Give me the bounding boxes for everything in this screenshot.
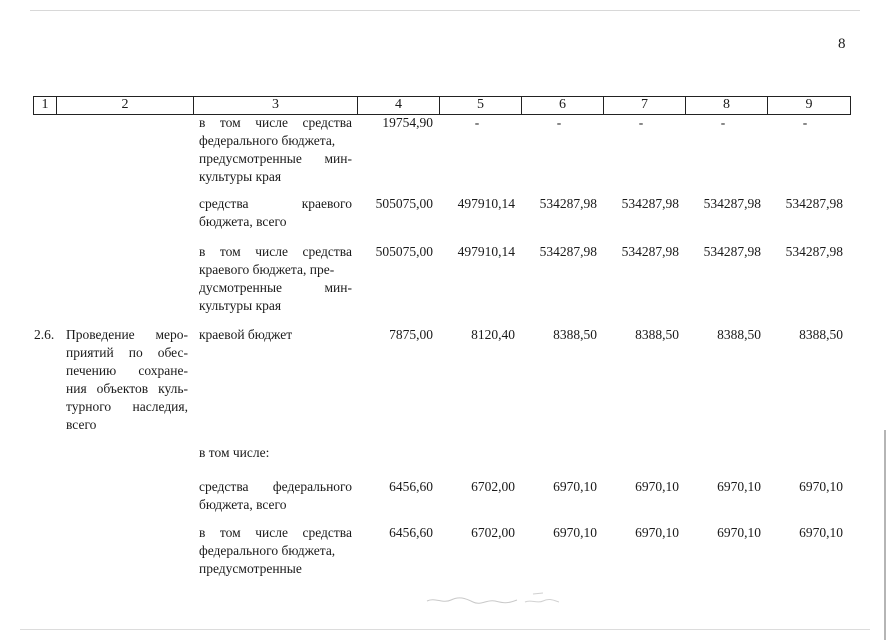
value-col-6: 8388,50	[553, 327, 597, 342]
value-col-7: 534287,98	[621, 196, 679, 211]
value-col-4: 6456,60	[389, 525, 433, 540]
column-header-9: 9	[805, 97, 813, 112]
column-header-4: 4	[358, 97, 440, 114]
value-col-9: 534287,98	[785, 196, 843, 211]
description-line: предусмотренные	[199, 561, 302, 576]
item-name-line: турного наследия,	[66, 399, 188, 414]
row-description	[199, 326, 352, 344]
description-line: средства краевого	[199, 196, 352, 211]
value-col-5: 6702,00	[471, 525, 515, 540]
value-col-7: 8388,50	[635, 327, 679, 342]
row-description	[199, 114, 352, 186]
row-description	[199, 478, 352, 514]
description-line: федерального бюджета,	[199, 543, 336, 558]
value-col-8: 6970,10	[717, 479, 761, 494]
column-header-3: 3	[194, 97, 358, 114]
value-col-6: 534287,98	[539, 196, 597, 211]
row-description	[199, 195, 352, 231]
description-line: в том числе средства	[199, 525, 352, 540]
row-description	[199, 444, 352, 462]
value-col-5: 6702,00	[471, 479, 515, 494]
scan-artifact-top-line	[30, 10, 860, 11]
value-col-4: 505075,00	[375, 196, 433, 211]
value-col-5: 497910,14	[457, 196, 515, 211]
description-line: бюджета, всего	[199, 214, 287, 229]
value-col-4: 505075,00	[375, 244, 433, 259]
item-name-line: Проведение меро-	[66, 327, 188, 342]
description-line: краевой бюджет	[199, 327, 293, 342]
column-header-2: 2	[57, 97, 194, 114]
value-col-8: 534287,98	[703, 196, 761, 211]
item-name	[66, 326, 188, 434]
scan-artifact-bottom-line	[20, 629, 870, 630]
page-number: 8	[838, 36, 846, 52]
description-line: культуры края	[199, 169, 282, 184]
item-name-line: ния объектов куль-	[66, 381, 188, 396]
value-col-8: 8388,50	[717, 327, 761, 342]
row-description	[199, 524, 352, 578]
value-col-7: 6970,10	[635, 479, 679, 494]
item-number: 2.6.	[34, 327, 55, 342]
scan-artifact-right-edge	[884, 430, 886, 640]
value-col-9: 6970,10	[799, 525, 843, 540]
item-name-line: всего	[66, 417, 97, 432]
column-header-1: 1	[34, 97, 57, 114]
description-line: средства федерального	[199, 479, 352, 494]
description-line: дусмотренные мин-	[199, 280, 352, 295]
description-line: в том числе средства	[199, 115, 352, 130]
value-col-5: -	[474, 115, 480, 130]
value-col-5: 497910,14	[457, 244, 515, 259]
column-header-8: 8	[686, 97, 768, 114]
description-line: предусмотренные мин-	[199, 151, 352, 166]
value-col-9: -	[802, 115, 808, 130]
value-col-7: -	[638, 115, 644, 130]
value-col-9: 6970,10	[799, 479, 843, 494]
value-col-4: 19754,90	[382, 115, 433, 130]
value-col-8: 6970,10	[717, 525, 761, 540]
value-col-4: 6456,60	[389, 479, 433, 494]
description-line: в том числе средства	[199, 244, 352, 259]
value-col-6: 6970,10	[553, 525, 597, 540]
description-line: в том числе:	[199, 445, 270, 460]
value-col-6: 6970,10	[553, 479, 597, 494]
value-col-8: -	[720, 115, 726, 130]
description-line: культуры края	[199, 298, 282, 313]
value-col-7: 534287,98	[621, 244, 679, 259]
bleed-through-stamp-artifact	[425, 592, 565, 608]
table-header-row	[33, 96, 851, 115]
column-header-5: 5	[440, 97, 522, 114]
column-header-6: 6	[522, 97, 604, 114]
row-description	[199, 243, 352, 315]
value-col-4: 7875,00	[389, 327, 433, 342]
item-name-line: печению сохране-	[66, 363, 188, 378]
value-col-5: 8120,40	[471, 327, 515, 342]
value-col-9: 534287,98	[785, 244, 843, 259]
value-col-6: 534287,98	[539, 244, 597, 259]
value-col-6: -	[556, 115, 562, 130]
description-line: федерального бюджета,	[199, 133, 336, 148]
item-name-line: приятий по обес-	[66, 345, 188, 360]
value-col-8: 534287,98	[703, 244, 761, 259]
description-line: краевого бюджета, пре-	[199, 262, 335, 277]
value-col-9: 8388,50	[799, 327, 843, 342]
value-col-7: 6970,10	[635, 525, 679, 540]
description-line: бюджета, всего	[199, 497, 287, 512]
column-header-7: 7	[604, 97, 686, 114]
